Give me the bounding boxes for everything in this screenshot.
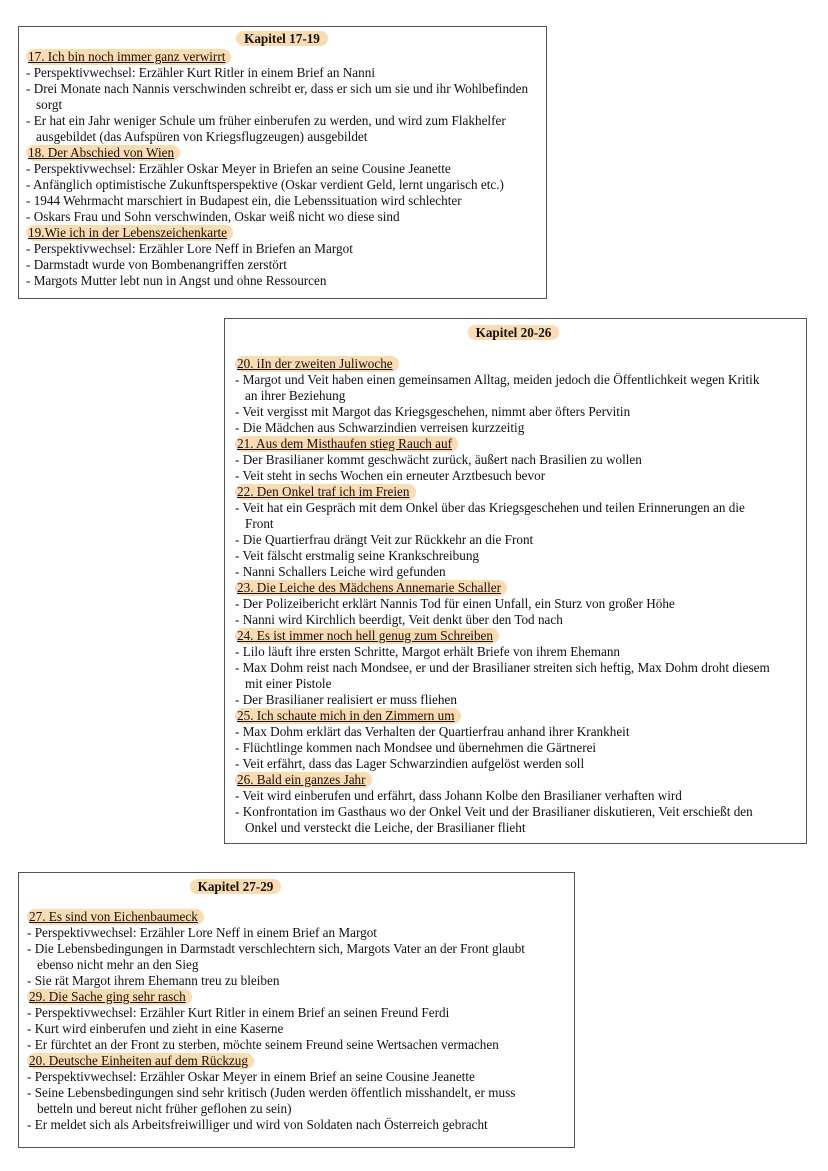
list-item: - 1944 Wehrmacht marschiert in Budapest ein, die Lebenssituation wird schlechter bbox=[26, 193, 536, 209]
list-item: - Er fürchtet an der Front zu sterben, möchte seinem Freund seine Wertsachen vermachen bbox=[27, 1037, 527, 1053]
chapter-points bbox=[235, 644, 775, 708]
chapter-points bbox=[27, 925, 527, 989]
list-item: - Die Mädchen aus Schwarzindien verreisen kurzzeitig bbox=[235, 420, 775, 436]
chapter-block bbox=[27, 989, 574, 1053]
list-item: - Er hat ein Jahr weniger Schule um früher einberufen zu werden, und wird zum Flakhelfer ausgebildet (das Aufspüren von Kriegsflugzeugen) ausgebildet bbox=[26, 113, 536, 145]
section-title bbox=[26, 31, 546, 48]
section-title-label: Kapitel 27-29 bbox=[190, 879, 282, 894]
chapter-points bbox=[26, 161, 536, 225]
list-item: - Veit hat ein Gespräch mit dem Onkel über das Kriegsgeschehen und teilen Erinnerungen an die Front bbox=[235, 500, 775, 532]
section-title-label: Kapitel 20-26 bbox=[468, 325, 560, 340]
section-title bbox=[0, 879, 574, 896]
chapter-heading: 26. Bald ein ganzes Jahr bbox=[235, 772, 372, 788]
chapter-points bbox=[235, 724, 775, 772]
summary-box-kapitel-20-26 bbox=[224, 318, 807, 844]
list-item: - Veit fälscht erstmalig seine Krankschreibung bbox=[235, 548, 775, 564]
chapter-points bbox=[26, 65, 536, 145]
chapter-points bbox=[235, 500, 775, 580]
chapter-block bbox=[26, 49, 546, 145]
list-item: - Oskars Frau und Sohn verschwinden, Oskar weiß nicht wo diese sind bbox=[26, 209, 536, 225]
list-item: - Veit wird einberufen und erfährt, dass Johann Kolbe den Brasilianer verhaften wird bbox=[235, 788, 775, 804]
list-item: - Anfänglich optimistische Zukunftsperspektive (Oskar verdient Geld, lernt ungarisch etc.) bbox=[26, 177, 536, 193]
list-item: - Max Dohm reist nach Mondsee, er und der Brasilianer streiten sich heftig, Max Dohm droht diesem mit einer Pistole bbox=[235, 660, 775, 692]
list-item: - Der Polizeibericht erklärt Nannis Tod für einen Unfall, ein Sturz von großer Höhe bbox=[235, 596, 775, 612]
list-item: - Sie rät Margot ihrem Ehemann treu zu bleiben bbox=[27, 973, 527, 989]
list-item: - Konfrontation im Gasthaus wo der Onkel Veit und der Brasilianer diskutieren, Veit erschießt den Onkel und versteckt die Leiche, der Brasilianer flieht bbox=[235, 804, 775, 836]
chapter-block bbox=[235, 356, 806, 436]
list-item: - Perspektivwechsel: Erzähler Kurt Ritler in einem Brief an Nanni bbox=[26, 65, 536, 81]
chapter-points bbox=[26, 241, 536, 289]
summary-box-kapitel-27-29 bbox=[18, 872, 575, 1148]
chapter-heading: 27. Es sind von Eichenbaumeck bbox=[27, 909, 204, 925]
chapter-block bbox=[26, 225, 546, 289]
list-item: - Nanni Schallers Leiche wird gefunden bbox=[235, 564, 775, 580]
list-item: - Kurt wird einberufen und zieht in eine Kaserne bbox=[27, 1021, 527, 1037]
chapter-block bbox=[235, 484, 806, 580]
list-item: - Lilo läuft ihre ersten Schritte, Margot erhält Briefe von ihrem Ehemann bbox=[235, 644, 775, 660]
chapter-heading: 20. Deutsche Einheiten auf dem Rückzug bbox=[27, 1053, 254, 1069]
chapter-heading: 22. Den Onkel traf ich im Freien bbox=[235, 484, 416, 500]
list-item: - Nanni wird Kirchlich beerdigt, Veit denkt über den Tod nach bbox=[235, 612, 775, 628]
list-item: - Perspektivwechsel: Erzähler Kurt Ritler in einem Brief an seinen Freund Ferdi bbox=[27, 1005, 527, 1021]
list-item: - Flüchtlinge kommen nach Mondsee und übernehmen die Gärtnerei bbox=[235, 740, 775, 756]
chapter-points bbox=[235, 452, 775, 484]
section-title-label: Kapitel 17-19 bbox=[236, 31, 328, 46]
list-item: - Perspektivwechsel: Erzähler Oskar Meyer in Briefen an seine Cousine Jeanette bbox=[26, 161, 536, 177]
list-item: - Der Brasilianer realisiert er muss fliehen bbox=[235, 692, 775, 708]
list-item: - Veit vergisst mit Margot das Kriegsgeschehen, nimmt aber öfters Pervitin bbox=[235, 404, 775, 420]
chapter-heading: 24. Es ist immer noch hell genug zum Schreiben bbox=[235, 628, 499, 644]
list-item: - Der Brasilianer kommt geschwächt zurück, äußert nach Brasilien zu wollen bbox=[235, 452, 775, 468]
chapter-points bbox=[235, 372, 775, 436]
chapter-block bbox=[27, 1053, 574, 1133]
list-item: - Drei Monate nach Nannis verschwinden schreibt er, dass er sich um sie und ihr Wohlbefinden sorgt bbox=[26, 81, 536, 113]
chapter-points bbox=[235, 788, 775, 836]
list-item: - Perspektivwechsel: Erzähler Lore Neff in Briefen an Margot bbox=[26, 241, 536, 257]
chapter-heading: 17. Ich bin noch immer ganz verwirrt bbox=[26, 49, 231, 65]
list-item: - Er meldet sich als Arbeitsfreiwilliger und wird von Soldaten nach Österreich gebracht bbox=[27, 1117, 527, 1133]
chapter-block bbox=[235, 436, 806, 484]
chapter-block bbox=[235, 628, 806, 708]
summary-box-kapitel-17-19 bbox=[18, 26, 547, 299]
chapter-points bbox=[235, 596, 775, 628]
list-item: - Veit erfährt, dass das Lager Schwarzindien aufgelöst werden soll bbox=[235, 756, 775, 772]
chapter-heading: 25. Ich schaute mich in den Zimmern um bbox=[235, 708, 461, 724]
chapter-block bbox=[235, 772, 806, 836]
chapter-block bbox=[235, 708, 806, 772]
list-item: - Die Lebensbedingungen in Darmstadt verschlechtern sich, Margots Vater an der Front glaubt ebenso nicht mehr an den Sieg bbox=[27, 941, 527, 973]
chapter-block bbox=[26, 145, 546, 225]
chapter-heading: 20. iIn der zweiten Juliwoche bbox=[235, 356, 399, 372]
list-item: - Seine Lebensbedingungen sind sehr kritisch (Juden werden öffentlich misshandelt, er muss betteln und bereut nicht früher geflohen zu sein) bbox=[27, 1085, 527, 1117]
chapter-heading: 23. Die Leiche des Mädchens Annemarie Schaller bbox=[235, 580, 507, 596]
list-item: - Perspektivwechsel: Erzähler Oskar Meyer in einem Brief an seine Cousine Jeanette bbox=[27, 1069, 527, 1085]
chapter-block bbox=[235, 580, 806, 628]
list-item: - Die Quartierfrau drängt Veit zur Rückkehr an die Front bbox=[235, 532, 775, 548]
list-item: - Darmstadt wurde von Bombenangriffen zerstört bbox=[26, 257, 536, 273]
list-item: - Veit steht in sechs Wochen ein erneuter Arztbesuch bevor bbox=[235, 468, 775, 484]
chapter-heading: 18. Der Abschied von Wien bbox=[26, 145, 180, 161]
section-title bbox=[235, 325, 806, 342]
chapter-heading: 21. Aus dem Misthaufen stieg Rauch auf bbox=[235, 436, 458, 452]
list-item: - Perspektivwechsel: Erzähler Lore Neff in einem Brief an Margot bbox=[27, 925, 527, 941]
list-item: - Margots Mutter lebt nun in Angst und ohne Ressourcen bbox=[26, 273, 536, 289]
list-item: - Margot und Veit haben einen gemeinsamen Alltag, meiden jedoch die Öffentlichkeit wegen Kritik an ihrer Beziehung bbox=[235, 372, 775, 404]
list-item: - Max Dohm erklärt das Verhalten der Quartierfrau anhand ihrer Krankheit bbox=[235, 724, 775, 740]
chapter-points bbox=[27, 1069, 527, 1133]
chapter-points bbox=[27, 1005, 527, 1053]
chapter-block bbox=[27, 909, 574, 989]
chapter-heading: 29. Die Sache ging sehr rasch bbox=[27, 989, 192, 1005]
chapter-heading: 19.Wie ich in der Lebenszeichenkarte bbox=[26, 225, 233, 241]
